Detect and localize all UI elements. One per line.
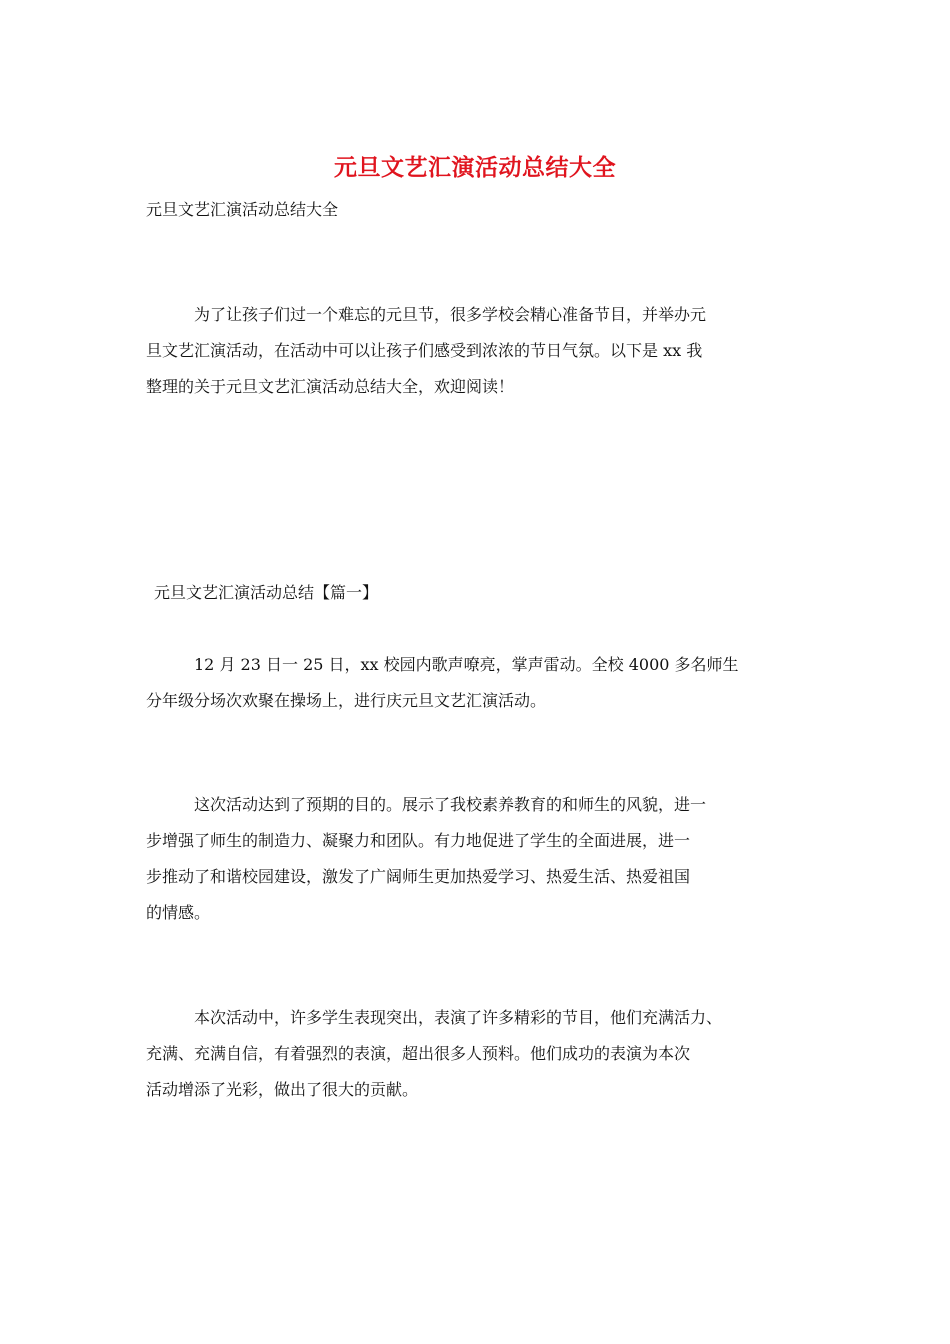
paragraph-line: 活动增添了光彩，做出了很大的贡献。: [146, 1080, 419, 1099]
body-paragraph-3: [146, 1000, 826, 1108]
paragraph-line: 本次活动中，许多学生表现突出，表演了许多精彩的节目，他们充满活力、: [194, 1008, 723, 1027]
document-title: 元旦文艺汇演活动总结大全: [334, 154, 616, 181]
document-subtitle: 元旦文艺汇演活动总结大全: [146, 200, 339, 219]
intro-paragraph: [146, 297, 826, 405]
paragraph-line: 为了让孩子们过一个难忘的元旦节，很多学校会精心准备节目，并举办元: [194, 305, 707, 324]
paragraph-line: 分年级分场次欢聚在操场上，进行庆元旦文艺汇演活动。: [146, 691, 547, 710]
paragraph-line: 步增强了师生的制造力、凝聚力和团队。有力地促进了学生的全面进展，进一: [146, 831, 691, 850]
paragraph-line: 步推动了和谐校园建设，激发了广阔师生更加热爱学习、热爱生活、热爱祖国: [146, 867, 691, 886]
paragraph-line: 12 月 23 日一 25 日，xx 校园内歌声嘹亮，掌声雷动。全校 4000 多名师生: [194, 655, 739, 674]
paragraph-line: 的情感。: [146, 903, 211, 922]
body-paragraph-2: [146, 787, 826, 931]
paragraph-line: 整理的关于元旦文艺汇演活动总结大全，欢迎阅读！: [146, 377, 515, 396]
paragraph-line: 充满、充满自信，有着强烈的表演，超出很多人预料。他们成功的表演为本次: [146, 1044, 691, 1063]
paragraph-line: 这次活动达到了预期的目的。展示了我校素养教育的和师生的风貌，进一: [194, 795, 707, 814]
paragraph-line: 旦文艺汇演活动，在活动中可以让孩子们感受到浓浓的节日气氛。以下是 xx 我: [146, 341, 703, 360]
body-paragraph-1: [146, 647, 826, 719]
section-heading: 元旦文艺汇演活动总结【篇一】: [154, 583, 379, 602]
